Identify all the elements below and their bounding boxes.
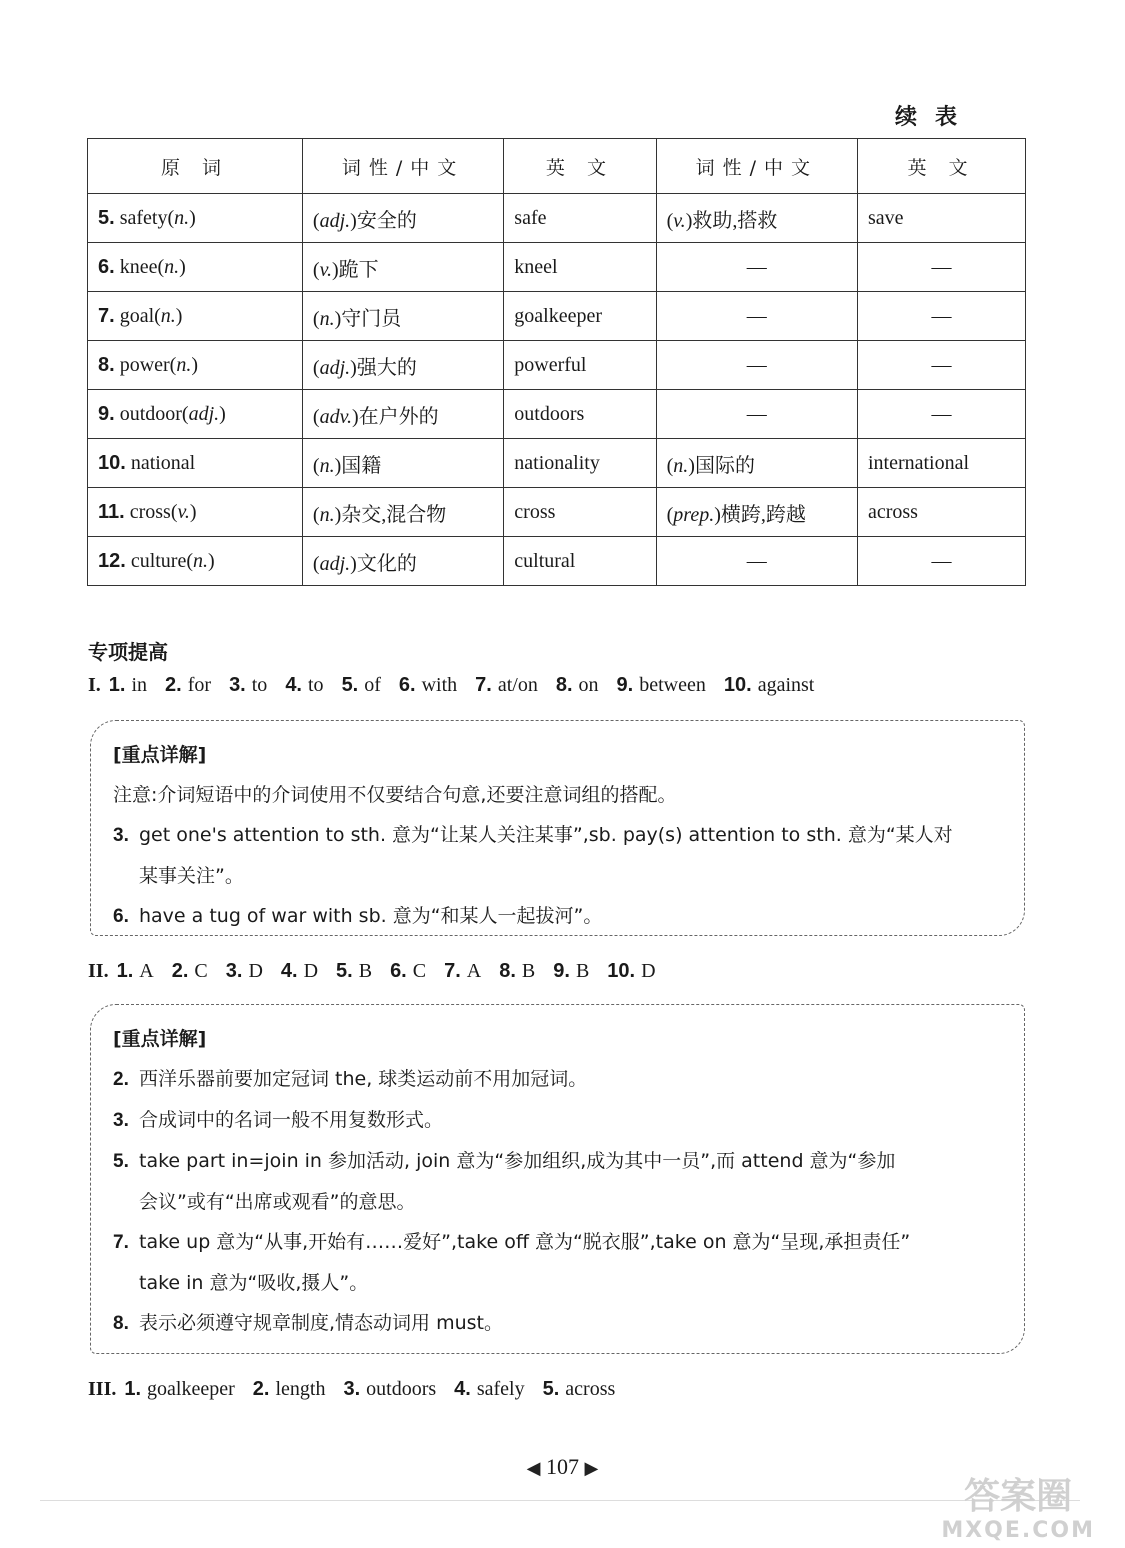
table-row: [88, 243, 1026, 292]
bottom-rule: [40, 1500, 1080, 1501]
note-item: [113, 1222, 998, 1263]
word-pos: v.: [177, 500, 190, 523]
chinese1: 守门员: [341, 307, 402, 330]
answer-number: 7.: [475, 674, 492, 696]
answer-number: 1.: [116, 960, 134, 982]
answer-item: [553, 960, 589, 982]
answer-item: [253, 1378, 326, 1400]
note-text: take part in=join in 参加活动, join 意为“参加组织,成为其中一员”,而 attend 意为“参加: [139, 1150, 896, 1172]
answer-item: [617, 674, 706, 696]
answer-number: 6.: [398, 674, 416, 696]
row-number: 9.: [98, 402, 115, 425]
answer-item: [499, 960, 535, 982]
next-arrow-icon: ▶: [584, 1458, 599, 1478]
word-pos: n.: [160, 304, 176, 327]
answer-item: [607, 960, 655, 982]
watermark-line1: 答案圈: [964, 1476, 1073, 1517]
answer-item: [226, 960, 263, 982]
answer-value: for: [187, 674, 212, 696]
cell-pos-chinese-2: —: [656, 390, 857, 439]
note-items: [113, 815, 998, 937]
answer-item: [342, 674, 381, 696]
row-number: 11.: [98, 500, 125, 523]
cell-original-word: 12. culture(n.): [88, 537, 303, 586]
row-number: 10.: [98, 451, 126, 474]
answer-item: [124, 1378, 234, 1400]
word: power: [119, 353, 170, 376]
answer-number: 5.: [542, 1378, 560, 1400]
answer-item: [117, 960, 154, 982]
note-number: 3.: [113, 825, 129, 846]
cell-english-2: —: [857, 292, 1025, 341]
cell-english-2: international: [857, 439, 1025, 488]
answer-number: 2.: [165, 674, 182, 696]
pos1: adv.: [319, 405, 352, 428]
word: safety: [119, 206, 168, 229]
note-item: [113, 1100, 998, 1141]
answer-value: on: [578, 674, 599, 696]
watermark-logo: [941, 1476, 1095, 1548]
cell-pos-chinese-1: (adv.)在户外的: [302, 390, 503, 439]
word-pos: n.: [174, 206, 190, 229]
cell-pos-chinese-1: (adj.)安全的: [302, 194, 503, 243]
page-number: [0, 1454, 1125, 1480]
answer-value: D: [303, 960, 319, 982]
answer-number: 6.: [390, 960, 407, 982]
answer-number: 9.: [616, 674, 634, 696]
cell-original-word: 7. goal(n.): [88, 292, 303, 341]
answer-value: B: [575, 960, 590, 982]
table-row: [88, 341, 1026, 390]
cell-english-1: kneel: [504, 243, 656, 292]
table-row: [88, 537, 1026, 586]
cell-pos-chinese-1: (adj.)文化的: [302, 537, 503, 586]
chinese1: 在户外的: [358, 405, 439, 428]
answer-value: against: [757, 674, 815, 696]
cell-pos-chinese-2: —: [656, 537, 857, 586]
cell-pos-chinese-1: (n.)杂交,混合物: [302, 488, 503, 537]
answer-item: [281, 960, 318, 982]
answer-value: C: [412, 960, 427, 982]
note-number: 2.: [113, 1069, 129, 1090]
answer-number: 8.: [555, 674, 573, 696]
pos1: v.: [319, 258, 332, 281]
answer-item: [165, 674, 211, 696]
note-continuation: 某事关注”。: [139, 865, 244, 887]
note-text: have a tug of war with sb. 意为“和某人一起拔河”。: [139, 905, 603, 927]
answer-value: D: [641, 960, 656, 982]
answer-number: 3.: [225, 960, 243, 982]
answer-number: 10.: [607, 960, 636, 982]
answer-item: [444, 960, 481, 982]
cell-pos-chinese-1: (n.)国籍: [302, 439, 503, 488]
cell-english-1: safe: [504, 194, 656, 243]
word: national: [130, 451, 196, 474]
pos1: n.: [319, 454, 335, 477]
answer-number: 1.: [108, 674, 126, 696]
part1-answers: [88, 674, 832, 697]
answer-item: [229, 674, 267, 696]
answer-value: safely: [476, 1378, 525, 1400]
cell-original-word: [88, 439, 303, 488]
cell-original-word: 5. safety(n.): [88, 194, 303, 243]
answer-item: [399, 674, 457, 696]
answer-number: 5.: [336, 960, 353, 982]
note-text: 西洋乐器前要加定冠词 the, 球类运动前不用加冠词。: [139, 1068, 588, 1090]
pos1: adj.: [319, 552, 351, 575]
word: culture: [130, 549, 187, 572]
row-number: 6.: [98, 255, 115, 278]
note-number: 7.: [113, 1232, 129, 1253]
cell-english-2: —: [857, 341, 1025, 390]
cell-english-1: goalkeeper: [504, 292, 656, 341]
pos1: adj.: [319, 209, 351, 232]
continued-label: 续表: [894, 104, 975, 130]
cell-english-2: —: [857, 390, 1025, 439]
cell-pos-chinese-1: (n.)守门员: [302, 292, 503, 341]
answer-item: [543, 1378, 616, 1400]
cell-pos-chinese-2: —: [656, 243, 857, 292]
header-pos-chinese-2: 词性/中文: [656, 139, 857, 194]
note-heading: [重点详解]: [113, 1028, 207, 1050]
answer-number: 3.: [229, 674, 246, 696]
answer-item: [336, 960, 372, 982]
pos2: v.: [673, 209, 686, 232]
note-number: 3.: [113, 1110, 129, 1131]
note-number: 8.: [113, 1313, 129, 1334]
answer-item: [172, 960, 208, 982]
answer-value: outdoors: [366, 1378, 437, 1400]
cell-original-word: 11. cross(v.): [88, 488, 303, 537]
word-pos: n.: [164, 255, 180, 278]
cell-english-1: cultural: [504, 537, 656, 586]
part2-notes-box: [90, 1004, 1025, 1354]
note-text: 表示必须遵守规章制度,情态动词用 must。: [139, 1312, 503, 1334]
part-roman-numeral: III.: [88, 1378, 117, 1400]
prev-arrow-icon: ◀: [526, 1458, 541, 1478]
note-continuation: 会议”或有“出席或观看”的意思。: [139, 1191, 416, 1213]
header-english-1: 英 文: [504, 139, 656, 194]
note-items: [113, 1059, 998, 1344]
word-pos: n.: [176, 353, 192, 376]
pos1: adj.: [319, 356, 351, 379]
row-number: 7.: [98, 304, 115, 327]
note-heading: [重点详解]: [113, 744, 207, 766]
word: cross: [129, 500, 171, 523]
word-pos: n.: [193, 549, 209, 572]
chinese2: 救助,搭救: [692, 209, 778, 232]
pos2: n.: [673, 454, 689, 477]
cell-english-2: —: [857, 537, 1025, 586]
answer-value: in: [131, 674, 148, 696]
chinese1: 文化的: [356, 552, 417, 575]
answer-value: B: [521, 960, 536, 982]
answer-number: 10.: [723, 674, 752, 696]
answer-number: 3.: [343, 1378, 361, 1400]
table-row: [88, 390, 1026, 439]
note-text: get one's attention to sth. 意为“让某人关注某事”,sb. pay(s) attention to sth. 意为“某人对: [139, 824, 953, 846]
answer-value: B: [358, 960, 373, 982]
note-continuation: take in 意为“吸收,摄人”。: [139, 1272, 369, 1294]
cell-original-word: 8. power(n.): [88, 341, 303, 390]
answer-value: A: [466, 960, 482, 982]
cell-pos-chinese-1: (v.)跪下: [302, 243, 503, 292]
answer-number: 5.: [341, 674, 359, 696]
answer-number: 2.: [252, 1378, 270, 1400]
row-number: 12.: [98, 549, 126, 572]
answer-number: 4.: [280, 960, 298, 982]
answer-item: [475, 674, 538, 696]
answer-number: 2.: [171, 960, 189, 982]
answer-item: [343, 1378, 436, 1400]
cell-english-1: powerful: [504, 341, 656, 390]
answer-value: at/on: [497, 674, 538, 696]
table-row: [88, 194, 1026, 243]
page-number-text: 107: [546, 1454, 579, 1479]
answer-value: of: [364, 674, 381, 696]
cell-pos-chinese-1: (adj.)强大的: [302, 341, 503, 390]
answer-value: between: [639, 674, 706, 696]
vocabulary-table: [87, 138, 1026, 586]
note-intro: 注意:介词短语中的介词使用不仅要结合句意,还要注意词组的搭配。: [113, 784, 677, 806]
answer-number: 4.: [454, 1378, 471, 1400]
answer-item: [285, 674, 323, 696]
watermark-line2: MXQE.COM: [941, 1518, 1095, 1543]
cell-english-1: nationality: [504, 439, 656, 488]
answer-value: A: [139, 960, 154, 982]
note-item: [113, 1059, 998, 1100]
note-number: 5.: [113, 1151, 129, 1172]
chinese2: 国际的: [694, 454, 755, 477]
answer-number: 7.: [444, 960, 461, 982]
answer-number: 9.: [553, 960, 570, 982]
cell-pos-chinese-2: (v.)救助,搭救: [656, 194, 857, 243]
word: goal: [119, 304, 155, 327]
chinese1: 强大的: [356, 356, 417, 379]
part3-answers: [88, 1378, 633, 1401]
cell-pos-chinese-2: —: [656, 292, 857, 341]
pos2: prep.: [673, 503, 715, 526]
part-roman-numeral: II.: [88, 960, 109, 982]
answer-number: 8.: [499, 960, 516, 982]
header-pos-chinese-1: 词性/中文: [302, 139, 503, 194]
cell-english-1: cross: [504, 488, 656, 537]
cell-pos-chinese-2: (n.)国际的: [656, 439, 857, 488]
chinese1: 安全的: [356, 209, 417, 232]
answer-value: with: [421, 674, 458, 696]
section-title: 专项提高: [88, 640, 168, 664]
pos1: n.: [319, 503, 335, 526]
cell-english-2: across: [857, 488, 1025, 537]
cell-pos-chinese-2: (prep.)横跨,跨越: [656, 488, 857, 537]
answer-value: across: [565, 1378, 616, 1400]
row-number: 8.: [98, 353, 115, 376]
cell-english-1: outdoors: [504, 390, 656, 439]
answer-value: length: [275, 1378, 326, 1400]
note-item: [113, 1303, 998, 1344]
cell-original-word: 6. knee(n.): [88, 243, 303, 292]
part-roman-numeral: I.: [88, 674, 101, 696]
chinese2: 横跨,跨越: [720, 503, 806, 526]
answer-value: to: [251, 674, 268, 696]
cell-english-2: —: [857, 243, 1025, 292]
answer-item: [724, 674, 814, 696]
table-row: [88, 439, 1026, 488]
note-text: 合成词中的名词一般不用复数形式。: [139, 1109, 444, 1131]
answer-value: D: [248, 960, 263, 982]
note-item: [113, 896, 998, 937]
word: outdoor: [119, 402, 182, 425]
answer-item: [454, 1378, 524, 1400]
answer-item: [556, 674, 599, 696]
table-row: [88, 292, 1026, 341]
cell-english-2: save: [857, 194, 1025, 243]
answer-value: goalkeeper: [147, 1378, 235, 1400]
table-header-row: [88, 139, 1026, 194]
row-number: 5.: [98, 206, 115, 229]
header-original-word: 原 词: [88, 139, 303, 194]
answer-item: [109, 674, 147, 696]
pos1: n.: [319, 307, 335, 330]
answer-value: to: [308, 674, 324, 696]
table-body: [88, 194, 1026, 586]
word-pos: adj.: [188, 402, 220, 425]
note-number: 6.: [113, 906, 129, 927]
answer-number: 1.: [124, 1378, 142, 1400]
answer-item: [390, 960, 426, 982]
part2-answers: [88, 960, 674, 983]
cell-original-word: 9. outdoor(adj.): [88, 390, 303, 439]
answer-value: C: [194, 960, 208, 982]
chinese1: 杂交,混合物: [341, 503, 447, 526]
note-text: take up 意为“从事,开始有……爱好”,take off 意为“脱衣服”,take on 意为“呈现,承担责任”: [139, 1231, 911, 1253]
word: knee: [119, 255, 158, 278]
chinese1: 国籍: [341, 454, 382, 477]
answer-number: 4.: [285, 674, 302, 696]
note-item: [113, 1141, 998, 1182]
cell-pos-chinese-2: —: [656, 341, 857, 390]
table-row: [88, 488, 1026, 537]
part1-notes-box: [90, 720, 1025, 936]
header-english-2: 英 文: [857, 139, 1025, 194]
chinese1: 跪下: [338, 258, 379, 281]
note-item: [113, 815, 998, 856]
